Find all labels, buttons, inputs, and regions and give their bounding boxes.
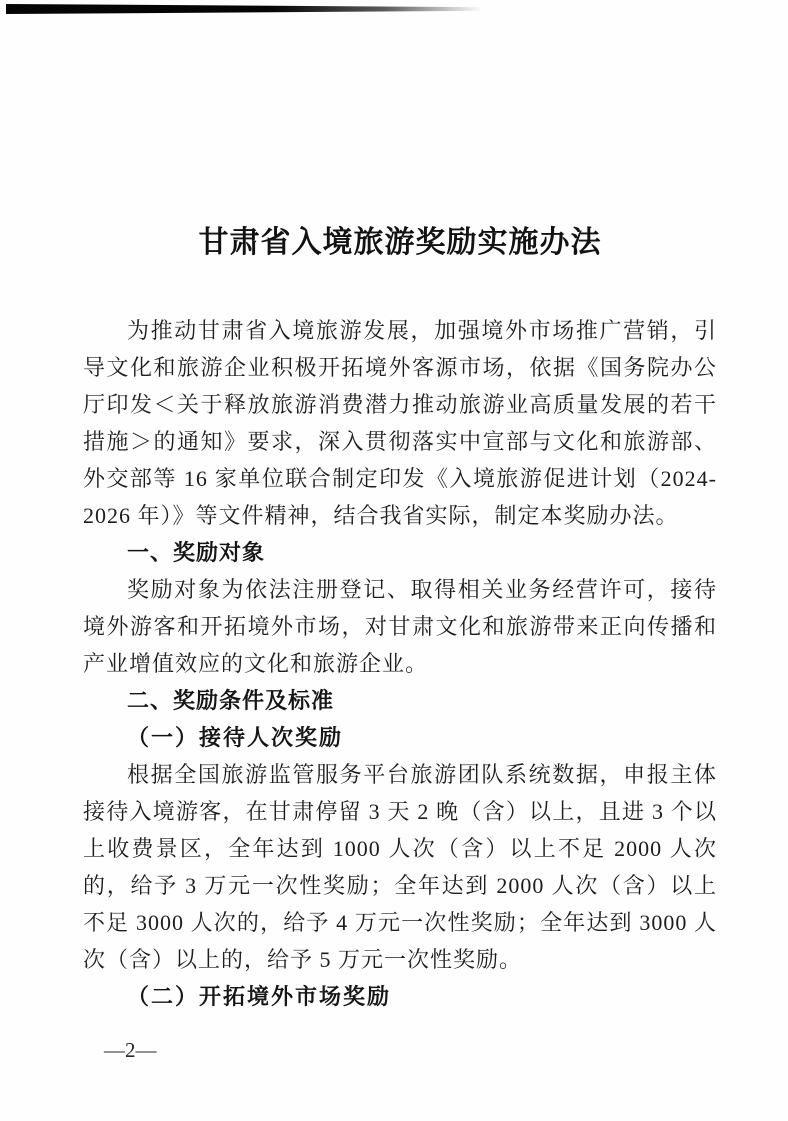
section-heading: （一）接待人次奖励 (127, 725, 344, 750)
paragraph: 根据全国旅游监管服务平台旅游团队系统数据，申报主体接待入境游客，在甘肃停留 3 天 2 晚（含）以上，且进 3 个以上收费景区，全年达到 1000 人次（含）以上不足 2000 人次的，给予 3 万元一次性奖励；全年达到 2000 人次（含）以上不足 3000 人次的，给予 4 万元一次性奖励；全年达到 3000 人次（含）以上的，给予 5 万元一次性奖励。 (83, 762, 717, 972)
paragraph: 奖励对象为依法注册登记、取得相关业务经营许可，接待境外游客和开拓境外市场，对甘肃文化和旅游带来正向传播和产业增值效应的文化和旅游企业。 (83, 577, 717, 676)
section-heading: 一、奖励对象 (127, 540, 266, 565)
document-title: 甘肃省入境旅游奖励实施办法 (198, 226, 602, 259)
page-number: —2— (104, 1038, 157, 1062)
section-heading: （二）开拓境外市场奖励 (127, 984, 392, 1009)
paragraph: 为推动甘肃省入境旅游发展，加强境外市场推广营销，引导文化和旅游企业积极开拓境外客源市场，依据《国务院办公厅印发＜关于释放旅游消费潜力推动旅游业高质量发展的若干措施＞的通知》要求，深入贯彻落实中宣部与文化和旅游部、外交部等 16 家单位联合制定印发《入境旅游促进计划（2024-2026 年）》等文件精神，结合我省实际，制定本奖励办法。 (83, 318, 717, 528)
document-body (83, 312, 717, 1015)
section-heading: 二、奖励条件及标准 (127, 688, 335, 713)
